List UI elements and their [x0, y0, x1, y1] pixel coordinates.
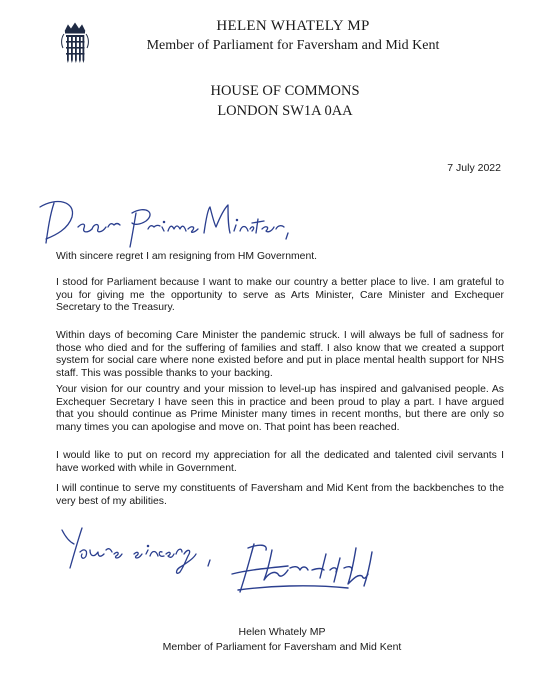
paragraph-6: I will continue to serve my constituents of Faversham and Mid Kent from the backbenches to the very best of my abilities. [56, 483, 504, 507]
paragraph-5: I would like to put on record my appreciation for all the dedicated and talented civil servants I have worked with while in Government. [56, 450, 504, 474]
paragraph-3: Within days of becoming Care Minister the pandemic struck. I will always be full of sadness for those who died and for the suffering of families and staff. I also know that we created a support system for social care where none existed before and put in place mental health support for NHS staff. This was possible thanks to your backing. [56, 330, 504, 379]
letter-date: 7 July 2022 [447, 162, 501, 174]
handwritten-signature-icon [228, 540, 386, 600]
footer-role: Member of Parliament for Faversham and Mid Kent [162, 641, 402, 653]
footer-name: Helen Whately MP [238, 626, 326, 638]
letterhead-mp-role: Member of Parliament for Faversham and Mid Kent [146, 38, 440, 53]
paragraph-4: Your vision for our country and your mission to level-up has inspired and galvanised people. As Exchequer Secretary I have seen this in practice and been proud to play a part. I have argued that you should continue as Prime Minister many times in recent months, but there are only so many times you can apologise and move on. That point has been reached. [56, 384, 504, 433]
letterhead-address-line1: HOUSE OF COMMONS [210, 83, 360, 99]
paragraph-1: With sincere regret I am resigning from HM Government. [56, 251, 318, 262]
handwritten-salutation [36, 193, 296, 253]
handwritten-closing [58, 526, 228, 578]
letterhead-mp-name: HELEN WHATELY MP [216, 18, 370, 34]
letterhead-address-line2: LONDON SW1A 0AA [217, 103, 353, 119]
paragraph-2: I stood for Parliament because I want to make our country a better place to live. I am grateful to you for giving me the opportunity to serve as Arts Minister, Care Minister and Exchequer Secretary to the Treasury. [56, 277, 504, 314]
